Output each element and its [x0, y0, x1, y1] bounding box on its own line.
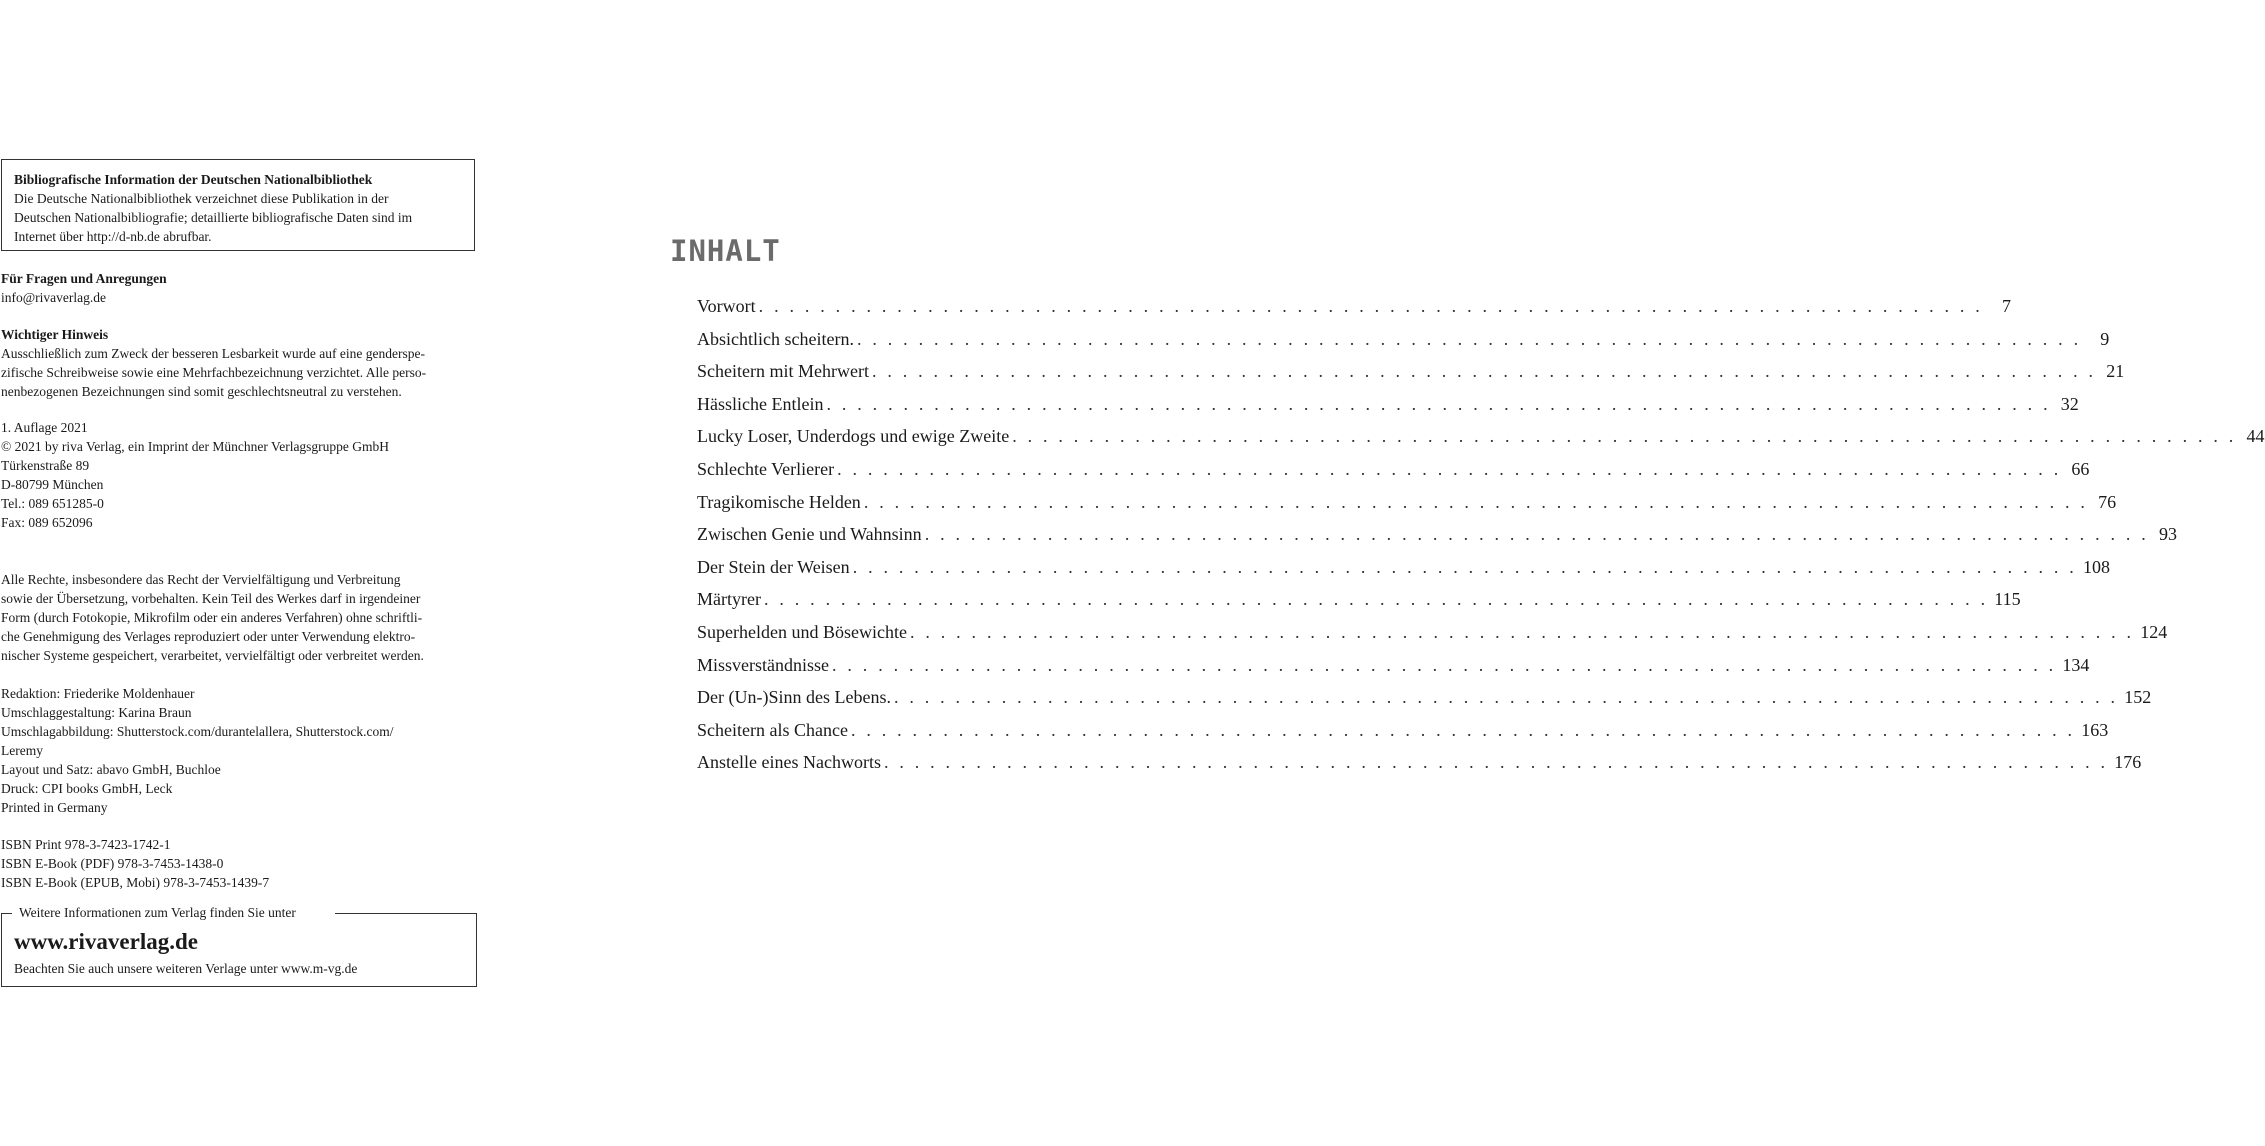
toc-leader-dots: . . . . . . . . . . . . . . . . . . . . . . . . . . . . . . . . . . . . . . . . . . . . . . . . . . . . . . . . . . . . . . . . . . . . . . . . . . . . . . . .: [871, 361, 2097, 382]
credit-line: Printed in Germany: [1, 800, 108, 815]
toc-entry-label: Märtyrer: [697, 589, 761, 610]
toc-entry-page: 32: [2060, 393, 2079, 414]
toc-entry-label: Missverständnisse: [697, 654, 829, 675]
toc-entry-label: Absichtlich scheitern.: [697, 328, 854, 349]
toc-entry: [697, 323, 2110, 356]
toc-entry-page: 108: [2083, 556, 2110, 577]
toc-leader-dots: . . . . . . . . . . . . . . . . . . . . . . . . . . . . . . . . . . . . . . . . . . . . . . . . . . . . . . . . . . . . . . . . . . . . . . . . . . . . . . . .: [909, 621, 2135, 642]
publisher-url: www.rivaverlag.de: [14, 929, 198, 954]
toc-entry: [697, 486, 2117, 519]
notice-heading: Wichtiger Hinweis: [1, 327, 109, 342]
toc-entry-label: Tragikomische Helden: [697, 491, 861, 512]
toc-entry: [697, 518, 2177, 551]
toc-entry: [697, 453, 2090, 486]
questions-block: [1, 269, 476, 307]
toc-leader-dots: . . . . . . . . . . . . . . . . . . . . . . . . . . . . . . . . . . . . . . . . . . . . . . . . . . . . . . . . . . . . . . . . . . . . . . . . . . . . . . . .: [1012, 426, 2237, 447]
toc-leader-dots: . . . . . . . . . . . . . . . . . . . . . . . . . . . . . . . . . . . . . . . . . . . . . . . . . . . . . . . . . . . . . . . . . . . . . . . . . . . . . . . .: [832, 654, 2057, 675]
toc-title: INHALT: [670, 234, 781, 268]
toc-entry-page: 115: [1994, 589, 2021, 610]
toc-entry: [697, 746, 2142, 779]
toc-entry: [697, 714, 2109, 747]
rights-line: nischer Systeme gespeichert, verarbeitet, vervielfältigt oder verbreitet werden.: [1, 648, 424, 663]
credits-block: [1, 684, 476, 817]
toc-entry: [697, 420, 2265, 453]
toc-leader-dots: . . . . . . . . . . . . . . . . . . . . . . . . . . . . . . . . . . . . . . . . . . . . . . . . . . . . . . . . . . . . . . . . . . . . . . . . . . . . . . . .: [850, 719, 2076, 740]
rights-block: [1, 570, 476, 665]
toc-entry: [697, 388, 2079, 421]
toc-entry-page: 21: [2106, 361, 2125, 382]
contact-email: info@rivaverlag.de: [1, 290, 107, 305]
toc-entry-page: 134: [2062, 654, 2090, 675]
rights-line: sowie der Übersetzung, vorbehalten. Kein Teil des Werkes darf in irgendeiner: [1, 591, 421, 606]
toc-entry-label: Lucky Loser, Underdogs und ewige Zweite: [697, 426, 1010, 447]
rights-line: Alle Rechte, insbesondere das Recht der Vervielfältigung und Verbreitung: [1, 572, 401, 587]
toc-entry-page: 124: [2140, 621, 2168, 642]
toc-entry: [697, 616, 2168, 649]
dnb-info-box: [1, 159, 475, 251]
toc-leader-dots: . . . . . . . . . . . . . . . . . . . . . . . . . . . . . . . . . . . . . . . . . . . . . . . . . . . . . . . . . . . . . . . . . . . . . . . . . . . . . . . .: [924, 524, 2149, 545]
dnb-heading: Bibliografische Information der Deutschen Nationalbibliothek: [14, 172, 373, 187]
toc-leader-dots: . . . . . . . . . . . . . . . . . . . . . . . . . . . . . . . . . . . . . . . . . . . . . . . . . . . . . . . . . . . . . . . . . . . . . . . . . . . . . . . .: [763, 589, 1989, 610]
toc-entry: [697, 290, 2011, 323]
edition-line: 1. Auflage 2021: [1, 420, 88, 435]
toc-leader-dots: . . . . . . . . . . . . . . . . . . . . . . . . . . . . . . . . . . . . . . . . . . . . . . . . . . . . . . . . . . . . . . . . . . . . . . . . . . . . . . . .: [863, 491, 2089, 512]
toc-entry-label: Anstelle eines Nachworts: [697, 752, 881, 773]
notice-line: zifische Schreibweise sowie eine Mehrfachbezeichnung verzichtet. Alle perso-: [1, 365, 427, 380]
credit-line: Redaktion: Friederike Moldenhauer: [1, 686, 195, 701]
toc-entry-label: Scheitern als Chance: [697, 719, 848, 740]
imprint-page: [0, 0, 480, 1146]
notice-block: [1, 325, 476, 401]
toc-leader-dots: . . . . . . . . . . . . . . . . . . . . . . . . . . . . . . . . . . . . . . . . . . . . . . . . . . . . . . . . . . . . . . . . . . . . . . . . . . . . . . . .: [856, 328, 2082, 349]
toc-entry: [697, 583, 2021, 616]
toc-leader-dots: . . . . . . . . . . . . . . . . . . . . . . . . . . . . . . . . . . . . . . . . . . . . . . . . . . . . . . . . . . . . . . . . . . . . . . . . . . . . . . . .: [837, 458, 2062, 479]
isbn-line: ISBN Print 978-3-7423-1742-1: [1, 837, 171, 852]
toc-entry: [697, 355, 2125, 388]
toc-entry-label: Zwischen Genie und Wahnsinn: [697, 524, 922, 545]
toc-entry-page: 93: [2159, 524, 2177, 545]
dnb-line: Deutschen Nationalbibliografie; detaillierte bibliografische Daten sind im: [14, 210, 413, 225]
toc-entry-page: 152: [2124, 687, 2152, 708]
toc-entry: [697, 649, 2090, 682]
dnb-line: Internet über http://d-nb.de abrufbar.: [14, 229, 212, 244]
street-line: Türkenstraße 89: [1, 458, 90, 473]
credit-line: Umschlagabbildung: Shutterstock.com/durantelallera, Shutterstock.com/: [1, 724, 394, 739]
phone-line: Tel.: 089 651285-0: [1, 496, 104, 511]
toc-leader-dots: . . . . . . . . . . . . . . . . . . . . . . . . . . . . . . . . . . . . . . . . . . . . . . . . . . . . . . . . . . . . . . . . . . . . . . . . . . . . . . . .: [758, 296, 1983, 316]
credit-line: Druck: CPI books GmbH, Leck: [1, 781, 173, 796]
toc-entry-label: Superhelden und Bösewichte: [697, 621, 907, 642]
toc-entry-label: Hässliche Entlein: [697, 393, 824, 414]
toc-entry-page: 66: [2071, 458, 2090, 479]
rights-line: Form (durch Fotokopie, Mikrofilm oder ein anderes Verfahren) ohne schriftli-: [1, 610, 423, 625]
toc-entry-page: 76: [2098, 491, 2117, 512]
toc-entry-page: 44: [2246, 426, 2265, 447]
publisher-block: [1, 418, 476, 532]
toc-entry-label: Der Stein der Weisen: [697, 556, 850, 577]
credit-line: Leremy: [1, 743, 43, 758]
questions-heading: Für Fragen und Anregungen: [1, 271, 167, 286]
toc-leader-dots: . . . . . . . . . . . . . . . . . . . . . . . . . . . . . . . . . . . . . . . . . . . . . . . . . . . . . . . . . . . . . . . . . . . . . . . . . . . . . . . .: [893, 687, 2119, 708]
toc-entry-label: Scheitern mit Mehrwert: [697, 361, 869, 382]
toc-entry-label: Der (Un-)Sinn des Lebens.: [697, 687, 891, 708]
toc-leader-dots: . . . . . . . . . . . . . . . . . . . . . . . . . . . . . . . . . . . . . . . . . . . . . . . . . . . . . . . . . . . . . . . . . . . . . . . . . . . . . . . .: [852, 556, 2077, 577]
city-line: D-80799 München: [1, 477, 104, 492]
toc-entry-label: Vorwort: [697, 296, 756, 316]
fax-line: Fax: 089 652096: [1, 515, 93, 530]
isbn-line: ISBN E-Book (EPUB, Mobi) 978-3-7453-1439-7: [1, 875, 270, 890]
box-border-right-segment: [335, 913, 477, 914]
toc-entry-page: 176: [2114, 752, 2142, 773]
box-border-left-segment: [1, 913, 12, 914]
toc-entry-page: 163: [2081, 719, 2109, 740]
web-box-legend: Weitere Informationen zum Verlag finden Sie unter: [19, 905, 296, 920]
toc-leader-dots: . . . . . . . . . . . . . . . . . . . . . . . . . . . . . . . . . . . . . . . . . . . . . . . . . . . . . . . . . . . . . . . . . . . . . . . . . . . . . . . .: [826, 393, 2051, 414]
toc-entry-label: Schlechte Verlierer: [697, 458, 835, 479]
credit-line: Layout und Satz: abavo GmbH, Buchloe: [1, 762, 221, 777]
toc-leader-dots: . . . . . . . . . . . . . . . . . . . . . . . . . . . . . . . . . . . . . . . . . . . . . . . . . . . . . . . . . . . . . . . . . . . . . . . . . . . . . . . .: [883, 752, 2109, 773]
dnb-line: Die Deutsche Nationalbibliothek verzeichnet diese Publikation in der: [14, 191, 389, 206]
toc-entry-page: 7: [2001, 296, 2011, 316]
publisher-web-box: [1, 905, 477, 987]
copyright-line: © 2021 by riva Verlag, ein Imprint der Münchner Verlagsgruppe GmbH: [1, 439, 390, 454]
isbn-block: [1, 835, 476, 892]
table-of-contents: [697, 290, 2265, 779]
credit-line: Umschlaggestaltung: Karina Braun: [1, 705, 192, 720]
notice-line: nenbezogenen Bezeichnungen sind somit geschlechtsneutral zu verstehen.: [1, 384, 402, 399]
toc-entry-page: 9: [2100, 328, 2110, 349]
toc-entry: [697, 681, 2152, 714]
other-publishers-note: Beachten Sie auch unsere weiteren Verlage unter www.m-vg.de: [14, 961, 358, 976]
rights-line: che Genehmigung des Verlages reproduziert oder unter Verwendung elektro-: [1, 629, 416, 644]
toc-entry: [697, 551, 2110, 584]
isbn-line: ISBN E-Book (PDF) 978-3-7453-1438-0: [1, 856, 224, 871]
notice-line: Ausschließlich zum Zweck der besseren Lesbarkeit wurde auf eine genderspe-: [1, 346, 425, 361]
